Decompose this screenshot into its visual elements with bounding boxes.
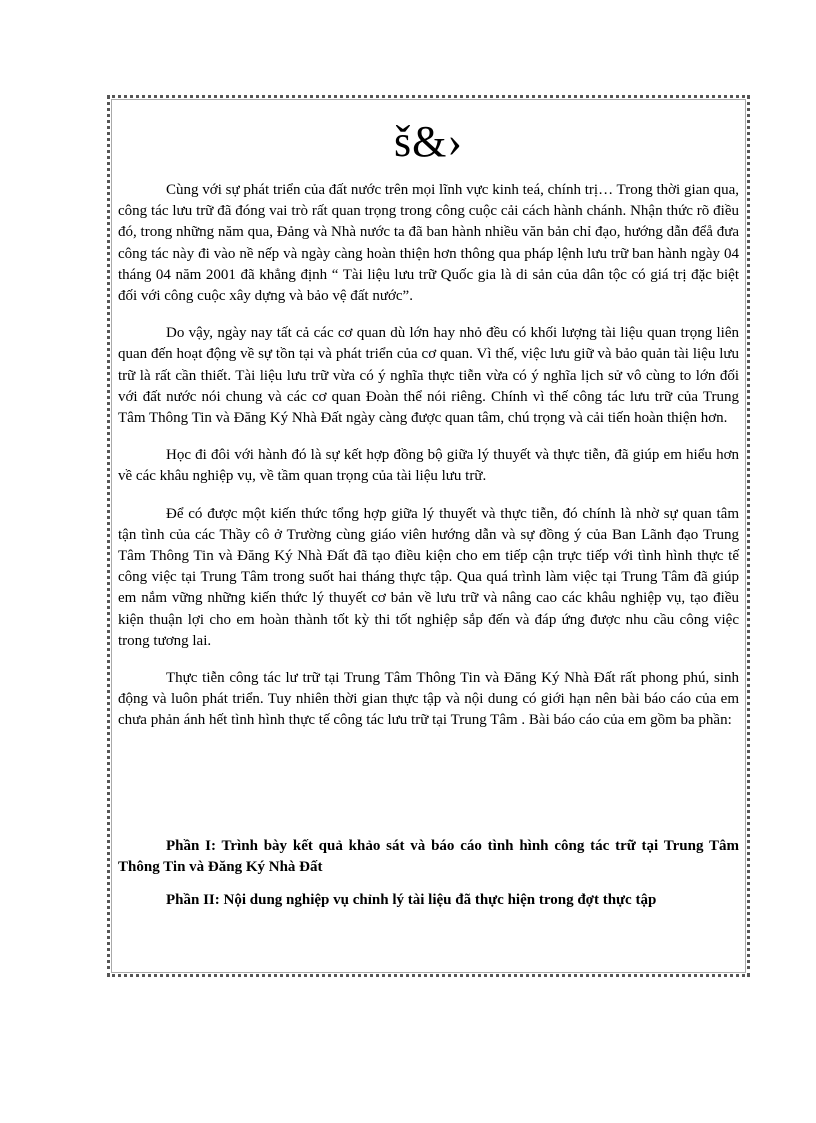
- paragraph-learning: Học đi đôi với hành đó là sự kết hợp đồng bộ giữa lý thuyết và thực tiễn, đã giúp em hiểu hơn về các khâu nghiệp vụ, về tầm quan trọng của tài liệu lưu trữ.: [118, 447, 739, 485]
- paragraph-intro: Cùng với sự phát triển của đất nước trên mọi lĩnh vực kinh teá, chính trị… Trong thời gian qua, công tác lưu trữ đã đóng vai trò rất quan trọng trong công cuộc cải cách hành chánh. Nhận thức rõ điều đó, trong những năm qua, Đảng và Nhà nước ta đã ban hành nhiều văn bản chỉ đạo, hướng dẫn đểå đưa công tác này đi vào nề nếp và ngày càng hoàn thiện hơn thông qua pháp lệnh lưu trữ ban hành ngày 04 tháng 04 năm 2001 đã khẳng định “ Tài liệu lưu trữ Quốc gia là di sản của dân tộc có giá trị đặc biệt đối với công cuộc xây dựng và bảo vệ đất nước”.: [118, 182, 739, 305]
- ornament-glyph: š&›: [394, 117, 463, 166]
- paragraph-importance: Do vậy, ngày nay tất cả các cơ quan dù lớn hay nhỏ đều có khối lượng tài liệu quan trọng liên quan đến hoạt động về sự tồn tại và phát triển của cơ quan. Vì thế, việc lưu giữ và bảo quản tài liệu lưu trữ là rất cần thiết. Tài liệu lưu trữ vừa có ý nghĩa thực tiễn vừa có ý nghĩa lịch sử vô cùng to lớn đối với đất nước nói chung và các cơ quan Đoàn thể nói riêng. Chính vì thế công tác lưu trữ của Trung Tâm Thông Tin và Đăng Ký Nhà Đất ngày càng được quan tâm, chú trọng và cải tiến hoàn thiện hơn.: [118, 325, 739, 427]
- document-body: [118, 180, 739, 911]
- blank-space: [118, 732, 739, 836]
- paragraph-acknowledgement: Để có được một kiến thức tổng hợp giữa lý thuyết và thực tiễn, đó chính là nhờ sự quan tâm tận tình của các Thầy cô ở Trường cùng giáo viên hướng dẫn và sự đồng ý của Ban Lãnh đạo Trung Tâm Thông Tin và Đăng Ký Nhà Đất đã tạo điều kiện cho em tiếp cận trực tiếp với tình hình thực tế công việc tại Trung Tâm trong suốt hai tháng thực tập. Qua quá trình làm việc tại Trung Tâm đã giúp em nắm vững những kiến thức lý thuyết cơ bản về lưu trữ và nâng cao các khâu nghiệp vụ, tạo điều kiện thuận lợi cho em hoàn thành tốt kỳ thi tốt nghiệp sắp đến và đáp ứng được nhu cầu công việc trong tương lai.: [118, 505, 739, 649]
- page-border-frame: [107, 95, 750, 977]
- paragraph-report-outline: Thực tiễn công tác lư trữ tại Trung Tâm Thông Tin và Đăng Ký Nhà Đất rất phong phú, sinh động và luôn phát triển. Tuy nhiên thời gian thực tập và nội dung có giới hạn nên bài báo cáo của em chưa phản ánh hết tình hình thực tế công tác lưu trữ tại Trung Tâm . Bài báo cáo của em gồm ba phần:: [118, 670, 739, 729]
- part-two-heading: Phần II: Nội dung nghiệp vụ chỉnh lý tài liệu đã thực hiện trong đợt thực tập: [166, 892, 657, 909]
- part-one-heading: Phần I: Trình bày kết quả khảo sát và báo cáo tình hình công tác trữ tại Trung Tâm Thông Tin và Đăng Ký Nhà Đất: [118, 837, 739, 875]
